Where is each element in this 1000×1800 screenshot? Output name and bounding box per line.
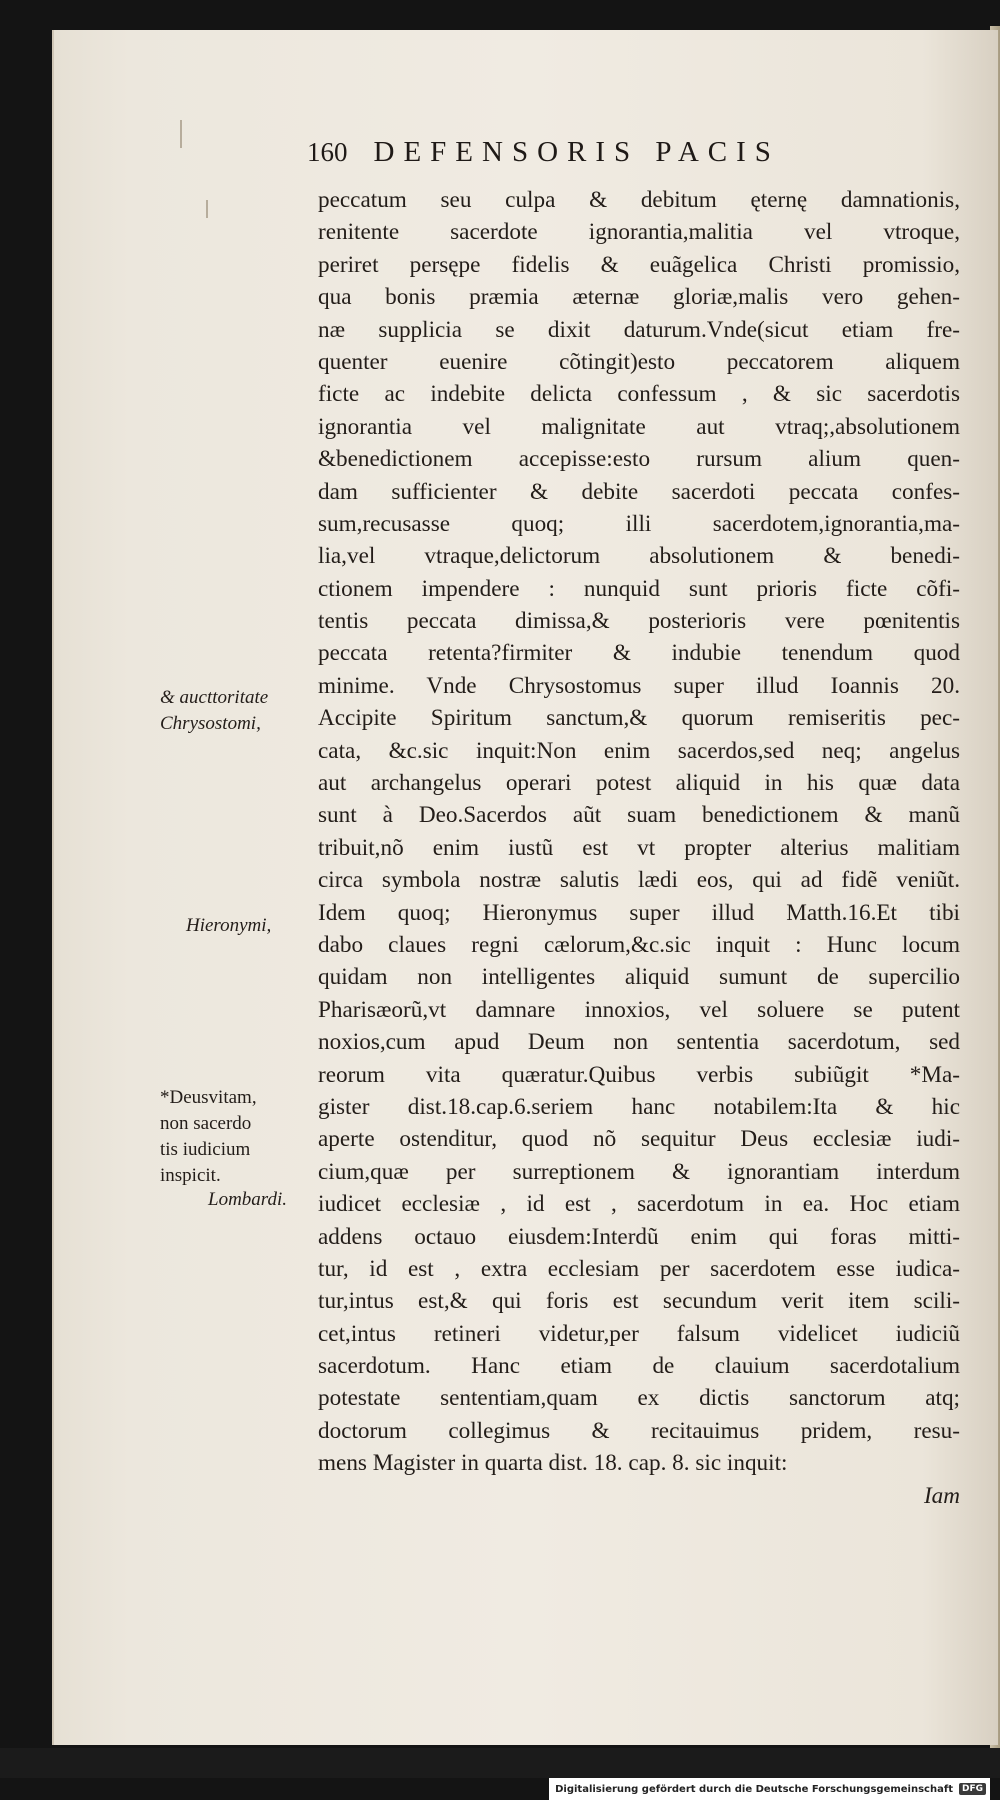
text-line: aperte ostenditur, quod nõ sequitur Deus ecclesiæ iudi- — [318, 1126, 960, 1153]
text-line: iudicet ecclesiæ , id est , sacerdotum in ea. Hoc etiam — [318, 1191, 960, 1218]
body-text — [318, 184, 960, 1512]
digitization-footer — [549, 1778, 990, 1800]
footer-credit: Digitalisierung gefördert durch die Deutsche Forschungsgemeinschaft — [555, 1783, 953, 1795]
page-number: 160 — [307, 137, 348, 167]
text-line: doctorum collegimus & recitauimus pridem, resu- — [318, 1417, 960, 1444]
text-line: peccata retenta?firmiter & indubie tenendum quod — [318, 640, 960, 667]
text-line: dabo claues regni cælorum,&c.sic inquit : Hunc locum — [318, 931, 960, 958]
text-line: tur,intus est,& qui foris est secundum verit item scili- — [318, 1288, 960, 1315]
text-line: sum,recusasse quoq; illi sacerdotem,ignorantia,ma- — [318, 510, 960, 537]
text-line: reorum vita quæratur.Quibus verbis subiũgit *Ma- — [318, 1061, 960, 1088]
margin-note-line: & aucttoritate — [160, 687, 269, 708]
scan-border — [0, 1748, 1000, 1778]
text-line: minime. Vnde Chrysostomus super illud Ioannis 20. — [318, 672, 960, 699]
text-line: ignorantia vel malignitate aut vtraq;,absolutionem — [318, 413, 960, 440]
running-title: DEFENSORIS PACIS — [373, 136, 780, 168]
text-line: peccatum seu culpa & debitum ęternę damnationis, — [318, 187, 960, 213]
text-line: &benedictionem accepisse:esto rursum alium quen- — [318, 446, 960, 473]
text-line: periret persępe fidelis & euãgelica Christi promissio, — [318, 251, 960, 278]
text-line: ficte ac indebite delicta confessum , & sic sacerdotis — [318, 381, 960, 408]
text-line: lia,vel vtraque,delictorum absolutionem & benedi- — [318, 543, 960, 570]
page-mark — [206, 200, 208, 218]
margin-note-line: inspicit. — [160, 1165, 221, 1186]
margin-note-hieronymi — [186, 913, 271, 939]
margin-note-line: *Deusvitam, — [160, 1087, 257, 1108]
margin-note-line: Lombardi. — [208, 1189, 288, 1210]
text-line: renitente sacerdote ignorantia,malitia vel vtroque, — [318, 219, 960, 246]
text-line: sacerdotum. Hanc etiam de clauium sacerdotalium — [318, 1353, 960, 1380]
page-mark — [180, 120, 182, 148]
dfg-logo-icon: DFG — [959, 1783, 986, 1795]
text-line: potestate sententiam,quam ex dictis sanctorum atq; — [318, 1385, 960, 1412]
text-line: dam sufficienter & debite sacerdoti peccata confes- — [318, 478, 960, 505]
margin-note-line: Chrysostomi, — [160, 713, 261, 734]
text-line: cet,intus retineri videtur,per falsum videlicet iudiciũ — [318, 1320, 960, 1347]
text-line: cata, &c.sic inquit:Non enim sacerdos,sed neq; angelus — [318, 737, 960, 764]
catchword: Iam — [923, 1482, 960, 1509]
text-line: quidam non intelligentes aliquid sumunt de supercilio — [318, 964, 960, 991]
margin-note-line: tis iudicium — [160, 1139, 251, 1160]
text-line: ctionem impendere : nunquid sunt prioris ficte cõfi- — [318, 575, 960, 602]
text-line: tribuit,nõ enim iustũ est vt propter alterius malitiam — [318, 834, 960, 861]
margin-note-chrysostomi — [160, 685, 268, 737]
margin-note-line: non sacerdo — [160, 1113, 252, 1134]
text-line: mens Magister in quarta dist. 18. cap. 8. sic inquit: — [318, 1450, 788, 1477]
text-line: addens octauo eiusdem:Interdũ enim qui foras mitti- — [318, 1223, 960, 1250]
text-line: Accipite Spiritum sanctum,& quorum remiseritis pec- — [318, 705, 960, 732]
text-line: quenter euenire cõtingit)esto peccatorem aliquem — [318, 348, 960, 375]
text-line: circa symbola nostræ salutis lædi eos, qui ad fidẽ veniũt. — [318, 867, 960, 894]
margin-note-lombardi — [208, 1187, 287, 1213]
margin-note-deus — [160, 1085, 257, 1189]
margin-note-line: Hieronymi, — [186, 915, 272, 936]
text-line: tentis peccata dimissa,& posterioris vere pœnitentis — [318, 608, 960, 635]
text-line: aut archangelus operari potest aliquid in his quæ data — [318, 770, 960, 797]
text-line: næ supplicia se dixit daturum.Vnde(sicut etiam fre- — [318, 316, 960, 343]
text-line: sunt à Deo.Sacerdos aũt suam benedictionem & manũ — [318, 802, 960, 829]
page-header — [307, 136, 907, 176]
text-line: Pharisæorũ,vt damnare innoxios, vel soluere se putent — [318, 996, 960, 1023]
text-line: cium,quæ per surreptionem & ignorantiam interdum — [318, 1158, 960, 1185]
text-line: tur, id est , extra ecclesiam per sacerdotem esse iudica- — [318, 1255, 960, 1282]
text-line: qua bonis præmia æternæ gloriæ,malis vero gehen- — [318, 284, 960, 311]
text-line: noxios,cum apud Deum non sententia sacerdotum, sed — [318, 1029, 960, 1056]
text-line: Idem quoq; Hieronymus super illud Matth.16.Et tibi — [318, 899, 960, 926]
text-line: gister dist.18.cap.6.seriem hanc notabilem:Ita & hic — [318, 1093, 960, 1120]
